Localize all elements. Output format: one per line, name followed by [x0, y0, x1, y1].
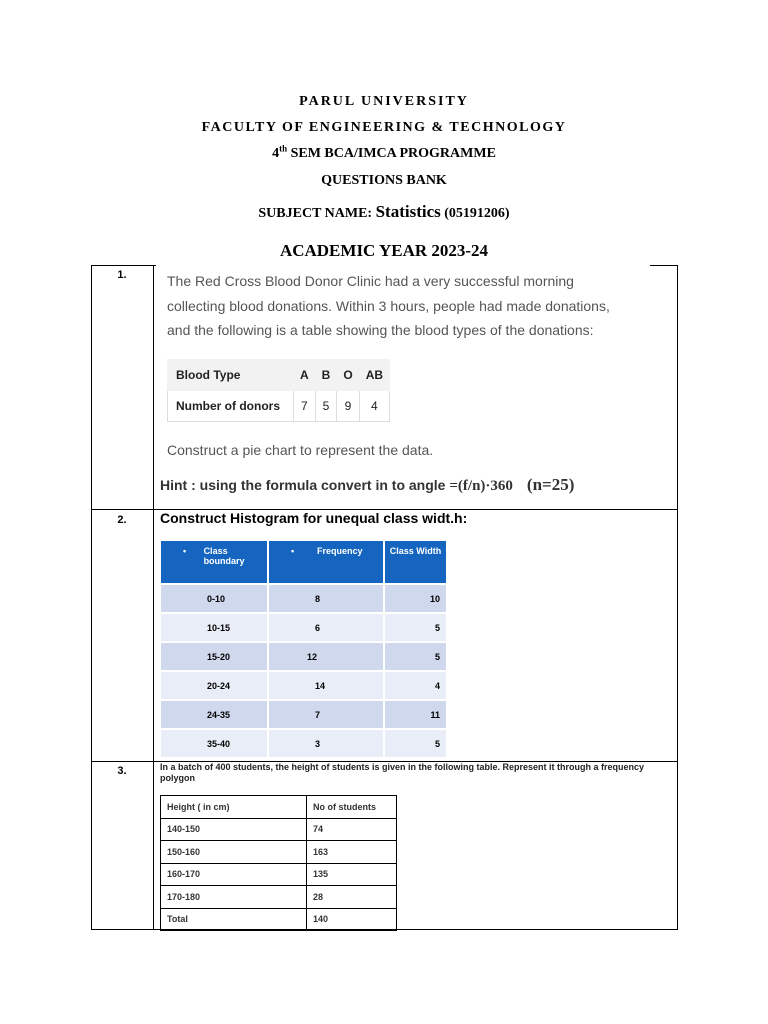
table-row: [161, 886, 397, 909]
subject-name: Statistics: [375, 202, 441, 221]
table-row: [161, 701, 446, 728]
subject-code: (05191206): [440, 206, 510, 221]
programme-rest: SEM BCA/IMCA PROGRAMME: [287, 146, 496, 161]
table-cell: 135: [307, 863, 397, 886]
table-cell: 24-35: [161, 701, 267, 728]
table-cell: 3: [269, 730, 383, 757]
table-row: [161, 730, 446, 757]
table-cell: 163: [307, 841, 397, 864]
header-label: Frequency: [317, 546, 363, 556]
q1-line-3: and the following is a table showing the blood types of the donations:: [167, 322, 594, 338]
table-row: [161, 908, 397, 931]
table-cell: 160-170: [161, 863, 307, 886]
programme-line: [0, 143, 768, 162]
subject-line: [0, 202, 768, 222]
table-cell: 15-20: [161, 643, 267, 670]
q2-title: Construct Histogram for unequal class widt.h:: [160, 510, 468, 526]
table-cell: 7: [294, 391, 316, 422]
table-cell: 140-150: [161, 818, 307, 841]
table-cell: Number of donors: [168, 391, 294, 422]
table-header: [161, 541, 267, 583]
table-cell: Height ( in cm): [161, 796, 307, 819]
table-cell: 5: [385, 730, 446, 757]
hint-n: (n=25): [526, 475, 575, 494]
academic-year: ACADEMIC YEAR 2023-24: [279, 241, 489, 260]
doc-type: QUESTIONS BANK: [321, 173, 447, 188]
table-cell: 4: [359, 391, 389, 422]
q1-line-2: collecting blood donations. Within 3 hours, people had made donations,: [167, 298, 610, 314]
q2-number: 2.: [117, 514, 127, 526]
table-cell: No of students: [307, 796, 397, 819]
table-row: [161, 585, 446, 612]
column-divider: [153, 265, 154, 930]
hint-text: Hint : using the formula convert in to angle: [160, 477, 450, 493]
table-cell: AB: [359, 360, 389, 391]
table-cell: Blood Type: [168, 360, 294, 391]
faculty-name: FACULTY OF ENGINEERING & TECHNOLOGY: [201, 120, 567, 135]
table-cell: 150-160: [161, 841, 307, 864]
table-row: [168, 391, 390, 422]
table-cell: 14: [269, 672, 383, 699]
table-cell: 74: [307, 818, 397, 841]
table-cell: 5: [385, 614, 446, 641]
table-row: [161, 672, 446, 699]
q1-hint: [160, 475, 574, 495]
table-cell: 170-180: [161, 886, 307, 909]
q1-instruction: Construct a pie chart to represent the data.: [167, 442, 434, 458]
table-cell: 10-15: [161, 614, 267, 641]
table-cell: 4: [385, 672, 446, 699]
q1-line-1: The Red Cross Blood Donor Clinic had a very successful morning: [167, 273, 574, 289]
table-cell: 6: [269, 614, 383, 641]
table-row: [168, 360, 390, 391]
table-row: [161, 643, 446, 670]
table-cell: 35-40: [161, 730, 267, 757]
table-row: [161, 541, 446, 583]
subject-label: SUBJECT NAME:: [258, 206, 376, 221]
table-cell: 5: [385, 643, 446, 670]
university-name: PARUL UNIVERSITY: [299, 94, 469, 109]
table-cell: 7: [269, 701, 383, 728]
table-cell: Total: [161, 908, 307, 931]
q1-number: 1.: [117, 269, 127, 281]
table-cell: 11: [385, 701, 446, 728]
table-cell: 140: [307, 908, 397, 931]
programme-sup: th: [279, 143, 288, 154]
header-label: Class Width: [389, 546, 442, 556]
q3-number: 3.: [117, 765, 127, 777]
table-cell: A: [294, 360, 316, 391]
table-row: [161, 818, 397, 841]
table-cell: 9: [337, 391, 359, 422]
table-header: [269, 541, 383, 583]
table-header: [385, 541, 446, 583]
table-row: [161, 863, 397, 886]
hint-formula: =(f/n)·360: [449, 478, 513, 494]
table-row: [161, 796, 397, 819]
bullet-icon: •: [291, 546, 295, 556]
table-cell: 5: [315, 391, 337, 422]
table-row: [161, 841, 397, 864]
table-cell: 28: [307, 886, 397, 909]
table-cell: 8: [269, 585, 383, 612]
q3-text: In a batch of 400 students, the height of students is given in the following table. Represent it through a frequency polygon: [160, 762, 645, 783]
table-cell: B: [315, 360, 337, 391]
blood-type-table: [167, 359, 390, 422]
height-table: [160, 795, 397, 931]
table-cell: 10: [385, 585, 446, 612]
class-boundary-table: [159, 539, 448, 759]
bullet-icon: •: [183, 546, 187, 556]
table-cell: O: [337, 360, 359, 391]
table-cell: 20-24: [161, 672, 267, 699]
programme-sem: 4: [272, 146, 280, 161]
table-cell: 12: [269, 643, 383, 670]
header-label: Class boundary: [203, 546, 245, 566]
table-cell: 0-10: [161, 585, 267, 612]
table-row: [161, 614, 446, 641]
